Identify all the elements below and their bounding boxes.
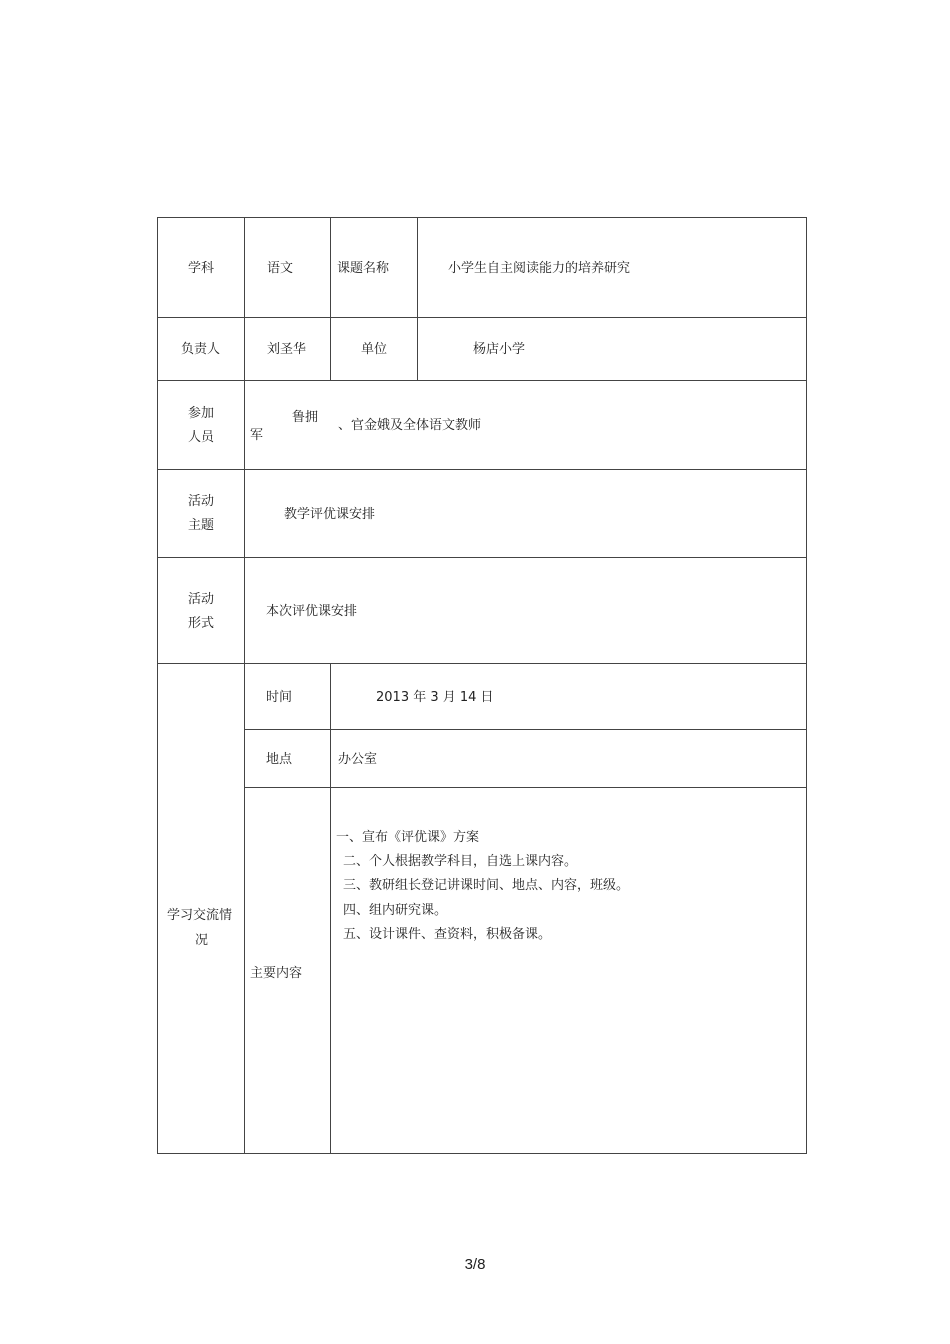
topic-value: 小学生自主阅读能力的培养研究 (448, 261, 631, 276)
list-item: 四、组内研究课。 (343, 903, 448, 918)
theme-label-line2: 主题 (188, 518, 215, 533)
form-label-line2: 形式 (188, 616, 215, 631)
row-divider (158, 380, 806, 381)
form-label-line1: 活动 (188, 592, 215, 607)
leader-value: 刘圣华 (267, 342, 307, 357)
time-value: 2013 年 3 月 14 日 (376, 690, 494, 705)
theme-value: 教学评优课安排 (284, 507, 376, 522)
unit-label: 单位 (361, 342, 388, 357)
row-divider (244, 729, 806, 730)
participants-label-line1: 参加 (188, 406, 215, 421)
subject-label: 学科 (188, 261, 215, 276)
list-item: 五、设计课件、查资料，积极备课。 (343, 927, 552, 942)
participants-value-part3: 、官金娥及全体语文教师 (338, 418, 482, 433)
column-divider (330, 663, 331, 1153)
row-divider (158, 469, 806, 470)
list-item: 三、教研组长登记讲课时间、地点、内容，班级。 (343, 878, 630, 893)
theme-label-line1: 活动 (188, 494, 215, 509)
page-number: 3/8 (464, 1256, 486, 1273)
column-divider (417, 218, 418, 380)
list-item: 一、宣布《评优课》方案 (336, 830, 480, 845)
place-value: 办公室 (338, 752, 378, 767)
row-divider (158, 317, 806, 318)
participants-label-line2: 人员 (188, 430, 215, 445)
row-divider (244, 787, 806, 788)
subject-value: 语文 (267, 261, 294, 276)
participants-value-part2: 军 (250, 428, 264, 443)
place-label: 地点 (266, 752, 293, 767)
topic-label: 课题名称 (337, 261, 390, 276)
time-label: 时间 (266, 690, 293, 705)
unit-value: 杨店小学 (473, 342, 526, 357)
leader-label: 负责人 (181, 342, 221, 357)
form-value: 本次评优课安排 (266, 604, 358, 619)
column-divider (330, 218, 331, 380)
exchange-label-line2: 况 (195, 933, 209, 948)
row-divider (158, 557, 806, 558)
column-divider (244, 218, 245, 1153)
exchange-label-line1: 学习交流情 (167, 908, 233, 923)
content-label: 主要内容 (250, 966, 303, 981)
list-item: 二、个人根据教学科目，自选上课内容。 (343, 854, 578, 869)
row-divider (158, 663, 806, 664)
participants-value-part1: 鲁拥 (292, 410, 319, 425)
